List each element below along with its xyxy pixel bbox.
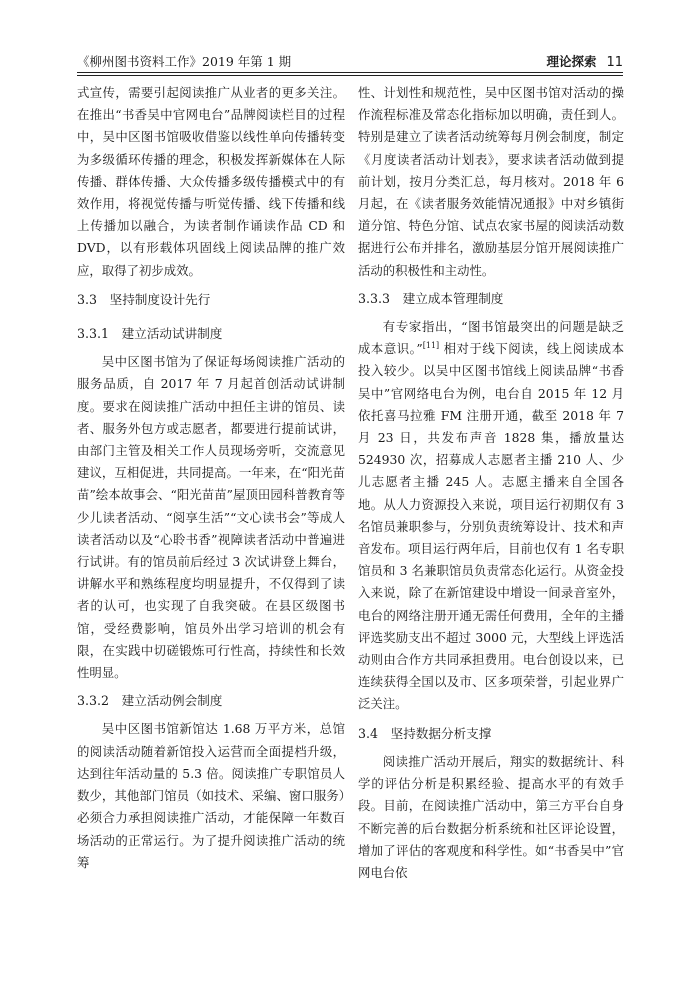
- heading-3-3: 3.3 坚持制度设计先行: [77, 291, 211, 307]
- heading-3-4: 3.4 坚持数据分析支撑: [358, 725, 492, 741]
- paragraph-3-3-2: 吴中区图书馆新馆达 1.68 万平方米，总馆的阅读活动随着新馆投入运营而全面提档升级，达到往年活动量的 5.3 倍。阅读推广专职馆员人数少，其他部门馆员（如技术、采编、窗口服务）必须合力承担阅读推广活动，才能保障一年数百场活动的正常运行。为了提升阅读推广活动的统筹: [77, 721, 345, 870]
- left-column: [77, 82, 345, 874]
- citation-ref[interactable]: [11]: [422, 341, 440, 351]
- paragraph-continued-right: 性、计划性和规范性，吴中区图书馆对活动的操作流程标准及常态化指标加以明确，责任到人。特别是建立了读者活动统筹每月例会制度，制定《月度读者活动计划表》，要求读者活动做到提前计划，按月分类汇总，每月核对。2018 年 6 月起，在《读者服务效能情况通报》中对乡镇街道分馆、特色分馆、试点农家书屋的阅读活动数据进行公布并排名，激励基层分馆开展阅读推广活动的积极性和主动性。: [358, 85, 624, 278]
- header-rule-thin: [77, 75, 623, 76]
- right-column: [358, 82, 624, 884]
- heading-3-3-2: 3.3.2 建立活动例会制度: [77, 693, 223, 709]
- header-rule-thick: [77, 72, 623, 73]
- paragraph-3-3-1: 吴中区图书馆为了保证每场阅读推广活动的服务品质，自 2017 年 7 月起首创活动试讲制度。要求在阅读推广活动中担任主讲的馆员、读者、服务外包方或志愿者，都要进行提前试讲，由部门主管及相关工作人员现场旁听，交流意见建议，互相促进，共同提高。一年来，在“阳光苗苗”绘本故事会、“阳光苗苗”屋顶田园科普教育等少儿读者活动、“阅享生活”“文心读书会”等成人读者活动以及“心聆书香”视障读者活动中普遍进行试讲。有的馆员前后经过 3 次试讲登上舞台，讲解水平和熟练程度均明显提升，不仅得到了读者的认可，也实现了自我突破。在县区级图书馆，受经费影响，馆员外出学习培训的机会有限，在实践中切磋锻炼可行性高，持续性和长效性明显。: [77, 354, 345, 681]
- paragraph-continued: 式宣传，需要引起阅读推广从业者的更多关注。在推出“书香吴中官网电台”品牌阅读栏目的过程中，吴中区图书馆吸收借鉴以线性单向传播转变为多级循环传播的理念，积极发挥新媒体在人际传播、群体传播、大众传播多级传播模式中的有效作用，将视觉传播与听觉传播、线下传播和线上传播加以融合，为读者制作诵读作品 CD 和 DVD，以有形载体巩固线上阅读品牌的推广效应，取得了初步成效。: [77, 85, 345, 278]
- heading-3-3-3: 3.3.3 建立成本管理制度: [358, 290, 504, 306]
- page-number: 11: [606, 55, 623, 70]
- heading-3-3-1: 3.3.1 建立活动试讲制度: [77, 326, 223, 342]
- paragraph-3-3-3: [358, 316, 624, 716]
- journal-title: 《柳州图书资料工作》2019 年第 1 期: [77, 54, 292, 69]
- page-header: [77, 52, 623, 72]
- paragraph-3-4: 阅读推广活动开展后，翔实的数据统计、科学的评估分析是积累经验、提高水平的有效手段。目前，在阅读推广活动中，第三方平台自身不断完善的后台数据分析系统和社区评论设置，增加了评估的客观度和科学性。如“书香吴中”官网电台依: [358, 753, 624, 880]
- paragraph-3-3-3-body: 相对于线下阅读，线上阅读成本投入较少。以吴中区图书馆线上阅读品牌“书香吴中”官网络电台为例，电台自 2015 年 12 月依托喜马拉雅 FM 注册开通，截至 2018 年 7 月 23 日，共发布声音 1828 集，播放量达 524930 次，招募成人志愿者主播 210 人、少儿志愿者主播 245 人。志愿主播来自全国各地。从人力资源投入来说，项目运行初期仅有 3 名馆员兼职参与，分别负责统筹设计、技术和声音发布。项目运行两年后，目前也仅有 1 名专职馆员和 3 名兼职馆员负责常态化运行。从资金投入来说，除了在新馆建设中增设一间录音室外，电台的网络注册开通无需任何费用，全年的主播评选奖励支出不超过 3000 元，大型线上评选活动则由合作方共同承担费用。电台创设以来，已连续获得全国以及市、区多项荣誉，引起业界广泛关注。: [358, 341, 624, 712]
- section-name: 理论探索: [546, 54, 597, 69]
- header-right: [546, 52, 623, 73]
- quote-text: 有专家指出，“图书馆最突出的问题是缺乏成本意识。”: [358, 319, 624, 357]
